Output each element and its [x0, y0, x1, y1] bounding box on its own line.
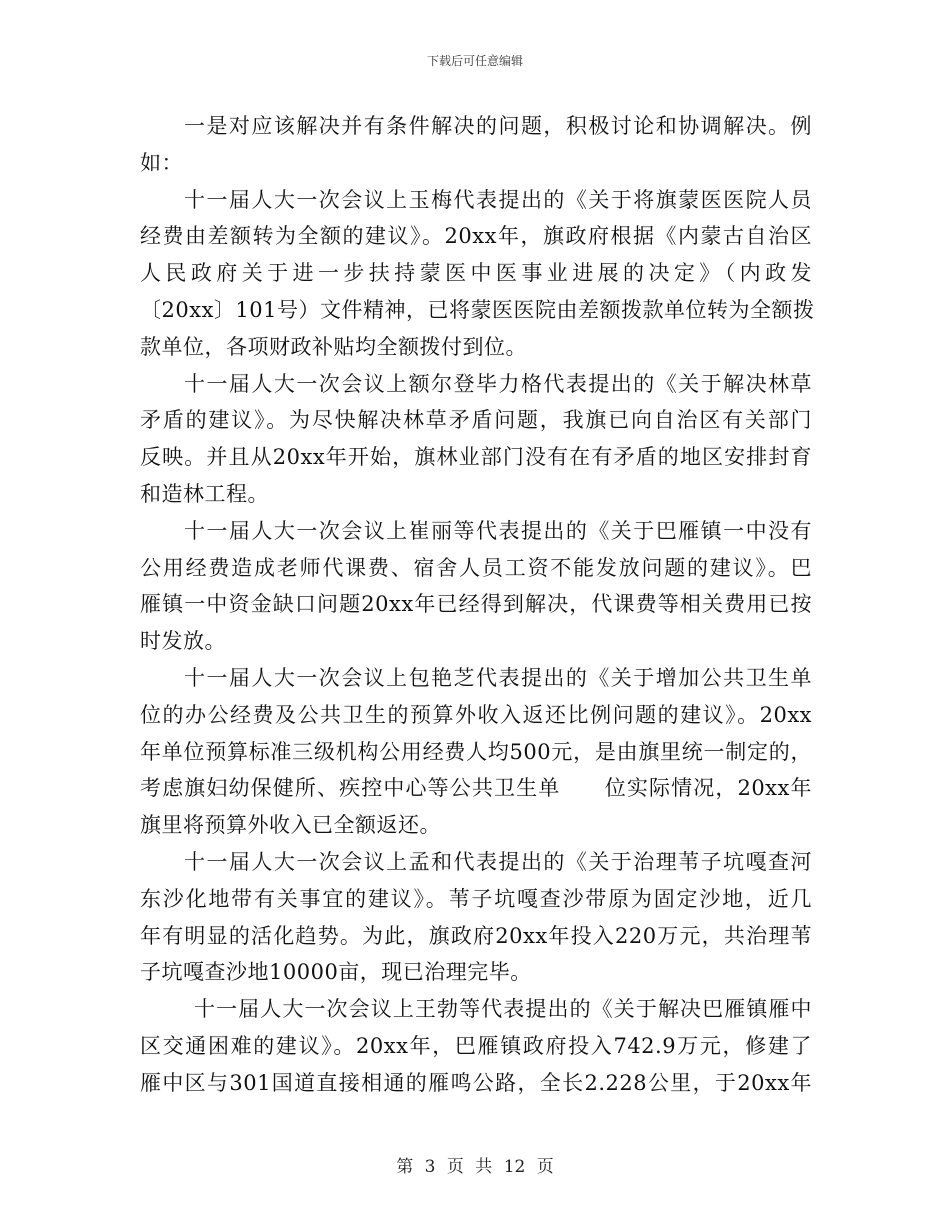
text-line: 旗里将预算外收入已全额返还。	[140, 813, 441, 838]
text-line: 如：	[140, 150, 183, 175]
text-line: 人民政府关于进一步扶持蒙医中医事业进展的决定》（内政发	[140, 261, 812, 286]
text-line: 经费由差额转为全额的建议》。20xx年，旗政府根据《内蒙古自治区	[140, 224, 812, 249]
text-line: 雁镇一中资金缺口问题20xx年已经得到解决，代课费等相关费用已按	[140, 592, 812, 617]
document-body	[140, 108, 815, 1102]
text-line: 时发放。	[140, 629, 226, 654]
text-line: 十一届人大一次会议上包艳芝代表提出的《关于增加公共卫生单	[184, 665, 812, 690]
text-line: 款单位，各项财政补贴均全额拨付到位。	[140, 334, 527, 359]
text-line: 十一届人大一次会议上崔丽等代表提出的《关于巴雁镇一中没有	[184, 518, 812, 543]
text-line: 〔20xx〕101号）文件精神，已将蒙医医院由差额拨款单位转为全额拨	[140, 297, 815, 322]
page-footer: 第 3 页 共 12 页	[396, 1157, 554, 1177]
text-line: 子坑嘎查沙地10000亩，现已治理完毕。	[140, 960, 532, 985]
text-line: 区交通困难的建议》。20xx年，巴雁镇政府投入742.9万元，修建了	[140, 1033, 812, 1058]
text-line: 十一届人大一次会议上王勃等代表提出的《关于解决巴雁镇雁中	[194, 997, 812, 1022]
text-line: 雁中区与301国道直接相通的雁鸣公路，全长2.228公里，于20xx年	[140, 1070, 812, 1095]
text-line: 考虑旗妇幼保健所、疾控中心等公共卫生单 位实际情况，20xx年	[140, 776, 812, 801]
text-line: 年有明显的活化趋势。为此，旗政府20xx年投入220万元，共治理苇	[140, 923, 812, 948]
page-header: 下载后可任意编辑	[426, 54, 523, 68]
text-line: 矛盾的建议》。为尽快解决林草矛盾问题，我旗已向自治区有关部门	[140, 408, 812, 433]
text-line: 位的办公经费及公共卫生的预算外收入返还比例问题的建议》。20xx	[140, 702, 812, 727]
text-line: 十一届人大一次会议上玉梅代表提出的《关于将旗蒙医医院人员	[184, 187, 812, 212]
text-line: 十一届人大一次会议上孟和代表提出的《关于治理苇子坑嘎查河	[184, 849, 812, 874]
text-line: 十一届人大一次会议上额尔登毕力格代表提出的《关于解决林草	[184, 371, 812, 396]
text-line: 和造林工程。	[140, 481, 269, 506]
text-line: 公用经费造成老师代课费、宿舍人员工资不能发放问题的建议》。巴	[140, 555, 812, 580]
text-line: 一是对应该解决并有条件解决的问题，积极讨论和协调解决。例	[184, 114, 812, 138]
text-line: 年单位预算标准三级机构公用经费人均500元，是由旗里统一制定的，	[140, 739, 812, 764]
text-line: 反映。并且从20xx年开始，旗林业部门没有在有矛盾的地区安排封育	[140, 445, 812, 470]
text-line: 东沙化地带有关事宜的建议》。苇子坑嘎查沙带原为固定沙地，近几	[140, 886, 812, 911]
